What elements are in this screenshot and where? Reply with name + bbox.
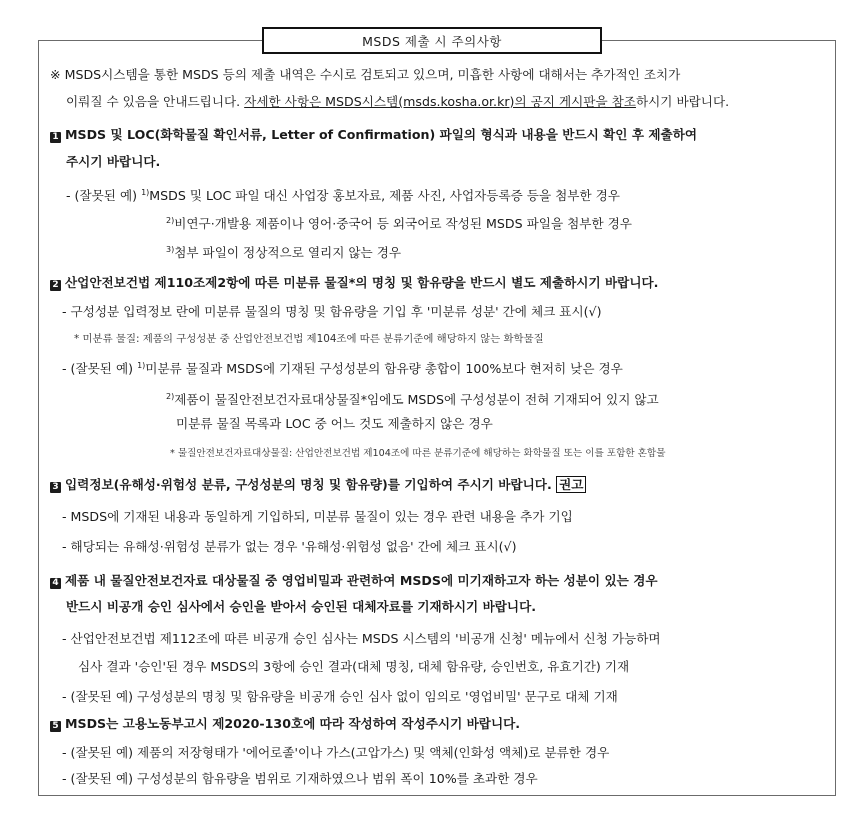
section-1-heading-cont: 주시기 바랍니다. bbox=[66, 154, 161, 169]
example-number: 3) bbox=[166, 245, 175, 254]
section-4-bullet-2: - (잘못된 예) 구성성분의 명칭 및 함유량을 비공개 승인 심사 없이 임의로 '영업비밀' 문구로 대체 기재 bbox=[62, 689, 618, 704]
section-number-badge: 4 bbox=[50, 578, 61, 589]
section-4-heading bbox=[50, 572, 658, 589]
section-1-example-3 bbox=[166, 241, 401, 261]
section-3-bullet-2: - 해당되는 유해성·위험성 분류가 없는 경우 '유해성·위험성 없음' 간에 체크 표시(√) bbox=[62, 539, 517, 554]
example-text: 미분류 물질과 MSDS에 기재된 구성성분의 함유량 총합이 100%보다 현저히 낮은 경우 bbox=[145, 361, 623, 376]
section-1-text: MSDS 및 LOC(화학물질 확인서류, Letter of Confirmation) 파일의 형식과 내용을 반드시 확인 후 제출하여 bbox=[65, 127, 698, 142]
example-number: 2) bbox=[166, 392, 175, 401]
section-5-heading bbox=[50, 715, 520, 732]
example-text: 제품이 물질안전보건자료대상물질*임에도 MSDS에 구성성분이 전혀 기재되어 있지 않고 bbox=[174, 392, 659, 407]
notice-text-2: 이뤄질 수 있음을 안내드립니다. bbox=[66, 94, 245, 109]
section-4-bullet-1: - 산업안전보건법 제112조에 따른 비공개 승인 심사는 MSDS 시스템의 '비공개 신청' 메뉴에서 신청 가능하며 bbox=[62, 631, 661, 646]
example-text: MSDS 및 LOC 파일 대신 사업장 홍보자료, 제품 사진, 사업자등록증 등을 첨부한 경우 bbox=[149, 188, 620, 203]
section-5-bullet-2: - (잘못된 예) 구성성분의 함유량을 범위로 기재하였으나 범위 폭이 10%를 초과한 경우 bbox=[62, 771, 538, 786]
section-4-text: 제품 내 물질안전보건자료 대상물질 중 영업비밀과 관련하여 MSDS에 미기재하고자 하는 성분이 있는 경우 bbox=[65, 573, 658, 588]
section-2-note-2: * 물질안전보건자료대상물질: 산업안전보건법 제104조에 따른 분류기준에 해당하는 화학물질 또는 이를 포함한 혼합물 bbox=[170, 448, 666, 459]
section-2-heading bbox=[50, 274, 658, 291]
section-2-bullet-1: - 구성성분 입력정보 란에 미분류 물질의 명칭 및 함유량을 기입 후 '미분류 성분' 간에 체크 표시(√) bbox=[62, 304, 602, 319]
example-text: 첨부 파일이 정상적으로 열리지 않는 경우 bbox=[174, 245, 402, 260]
section-5-text: MSDS는 고용노동부고시 제2020-130호에 따라 작성하여 작성주시기 바랍니다. bbox=[65, 716, 521, 731]
example-number: 1) bbox=[141, 188, 150, 197]
notice-text-1: MSDS시스템을 통한 MSDS 등의 제출 내역은 수시로 검토되고 있으며, 미흡한 사항에 대해서는 추가적인 조치가 bbox=[64, 67, 681, 82]
example-prefix: - (잘못된 예) bbox=[62, 361, 134, 376]
section-4-bullet-1-cont: 심사 결과 '승인'된 경우 MSDS의 3항에 승인 결과(대체 명칭, 대체 함유량, 승인번호, 유효기간) 기재 bbox=[78, 659, 630, 674]
example-prefix: - (잘못된 예) bbox=[66, 188, 138, 203]
section-2-example-1 bbox=[62, 357, 623, 377]
section-4-heading-cont: 반드시 비공개 승인 심사에서 승인을 받아서 승인된 대체자료를 기재하시기 바랍니다. bbox=[66, 599, 537, 614]
section-number-badge: 3 bbox=[50, 482, 61, 493]
section-1-example-1 bbox=[66, 184, 620, 204]
example-text: 비연구·개발용 제품이나 영어·중국어 등 외국어로 작성된 MSDS 파일을 첨부한 경우 bbox=[174, 216, 632, 231]
section-number-badge: 5 bbox=[50, 721, 61, 732]
section-2-note-1: * 미분류 물질: 제품의 구성성분 중 산업안전보건법 제104조에 따른 분류기준에 해당하지 않는 화학물질 bbox=[74, 333, 544, 345]
notice-line-1 bbox=[50, 66, 680, 83]
section-number-badge: 2 bbox=[50, 280, 61, 291]
notice-text-2-end: 하시기 바랍니다. bbox=[635, 94, 730, 109]
section-2-example-2 bbox=[166, 388, 659, 408]
notice-reference-link[interactable]: 자세한 사항은 MSDS시스템(msds.kosha.or.kr)의 공지 게시판을 참조 bbox=[244, 94, 636, 109]
section-3-text: 입력정보(유해성·위험성 분류, 구성성분의 명칭 및 함유량)를 기입하여 주시기 바랍니다. bbox=[65, 477, 552, 492]
notice-line-2 bbox=[66, 93, 729, 110]
section-5-bullet-1: - (잘못된 예) 제품의 저장형태가 '에어로졸'이나 가스(고압가스) 및 액체(인화성 액체)로 분류한 경우 bbox=[62, 745, 610, 760]
section-3-heading bbox=[50, 476, 586, 493]
example-number: 1) bbox=[137, 361, 146, 370]
section-1-example-2 bbox=[166, 212, 632, 232]
section-3-bullet-1: - MSDS에 기재된 내용과 동일하게 기입하되, 미분류 물질이 있는 경우 관련 내용을 추가 기입 bbox=[62, 509, 573, 524]
page-title: MSDS 제출 시 주의사항 bbox=[262, 27, 602, 54]
section-number-badge: 1 bbox=[50, 132, 61, 143]
recommendation-badge: 권고 bbox=[556, 476, 586, 493]
notice-mark: ※ bbox=[50, 67, 61, 82]
example-number: 2) bbox=[166, 216, 175, 225]
section-2-example-2-cont: 미분류 물질 목록과 LOC 중 어느 것도 제출하지 않은 경우 bbox=[176, 416, 493, 431]
section-1-heading bbox=[50, 126, 697, 143]
section-2-text: 산업안전보건법 제110조제2항에 따른 미분류 물질*의 명칭 및 함유량을 반드시 별도 제출하시기 바랍니다. bbox=[65, 275, 659, 290]
